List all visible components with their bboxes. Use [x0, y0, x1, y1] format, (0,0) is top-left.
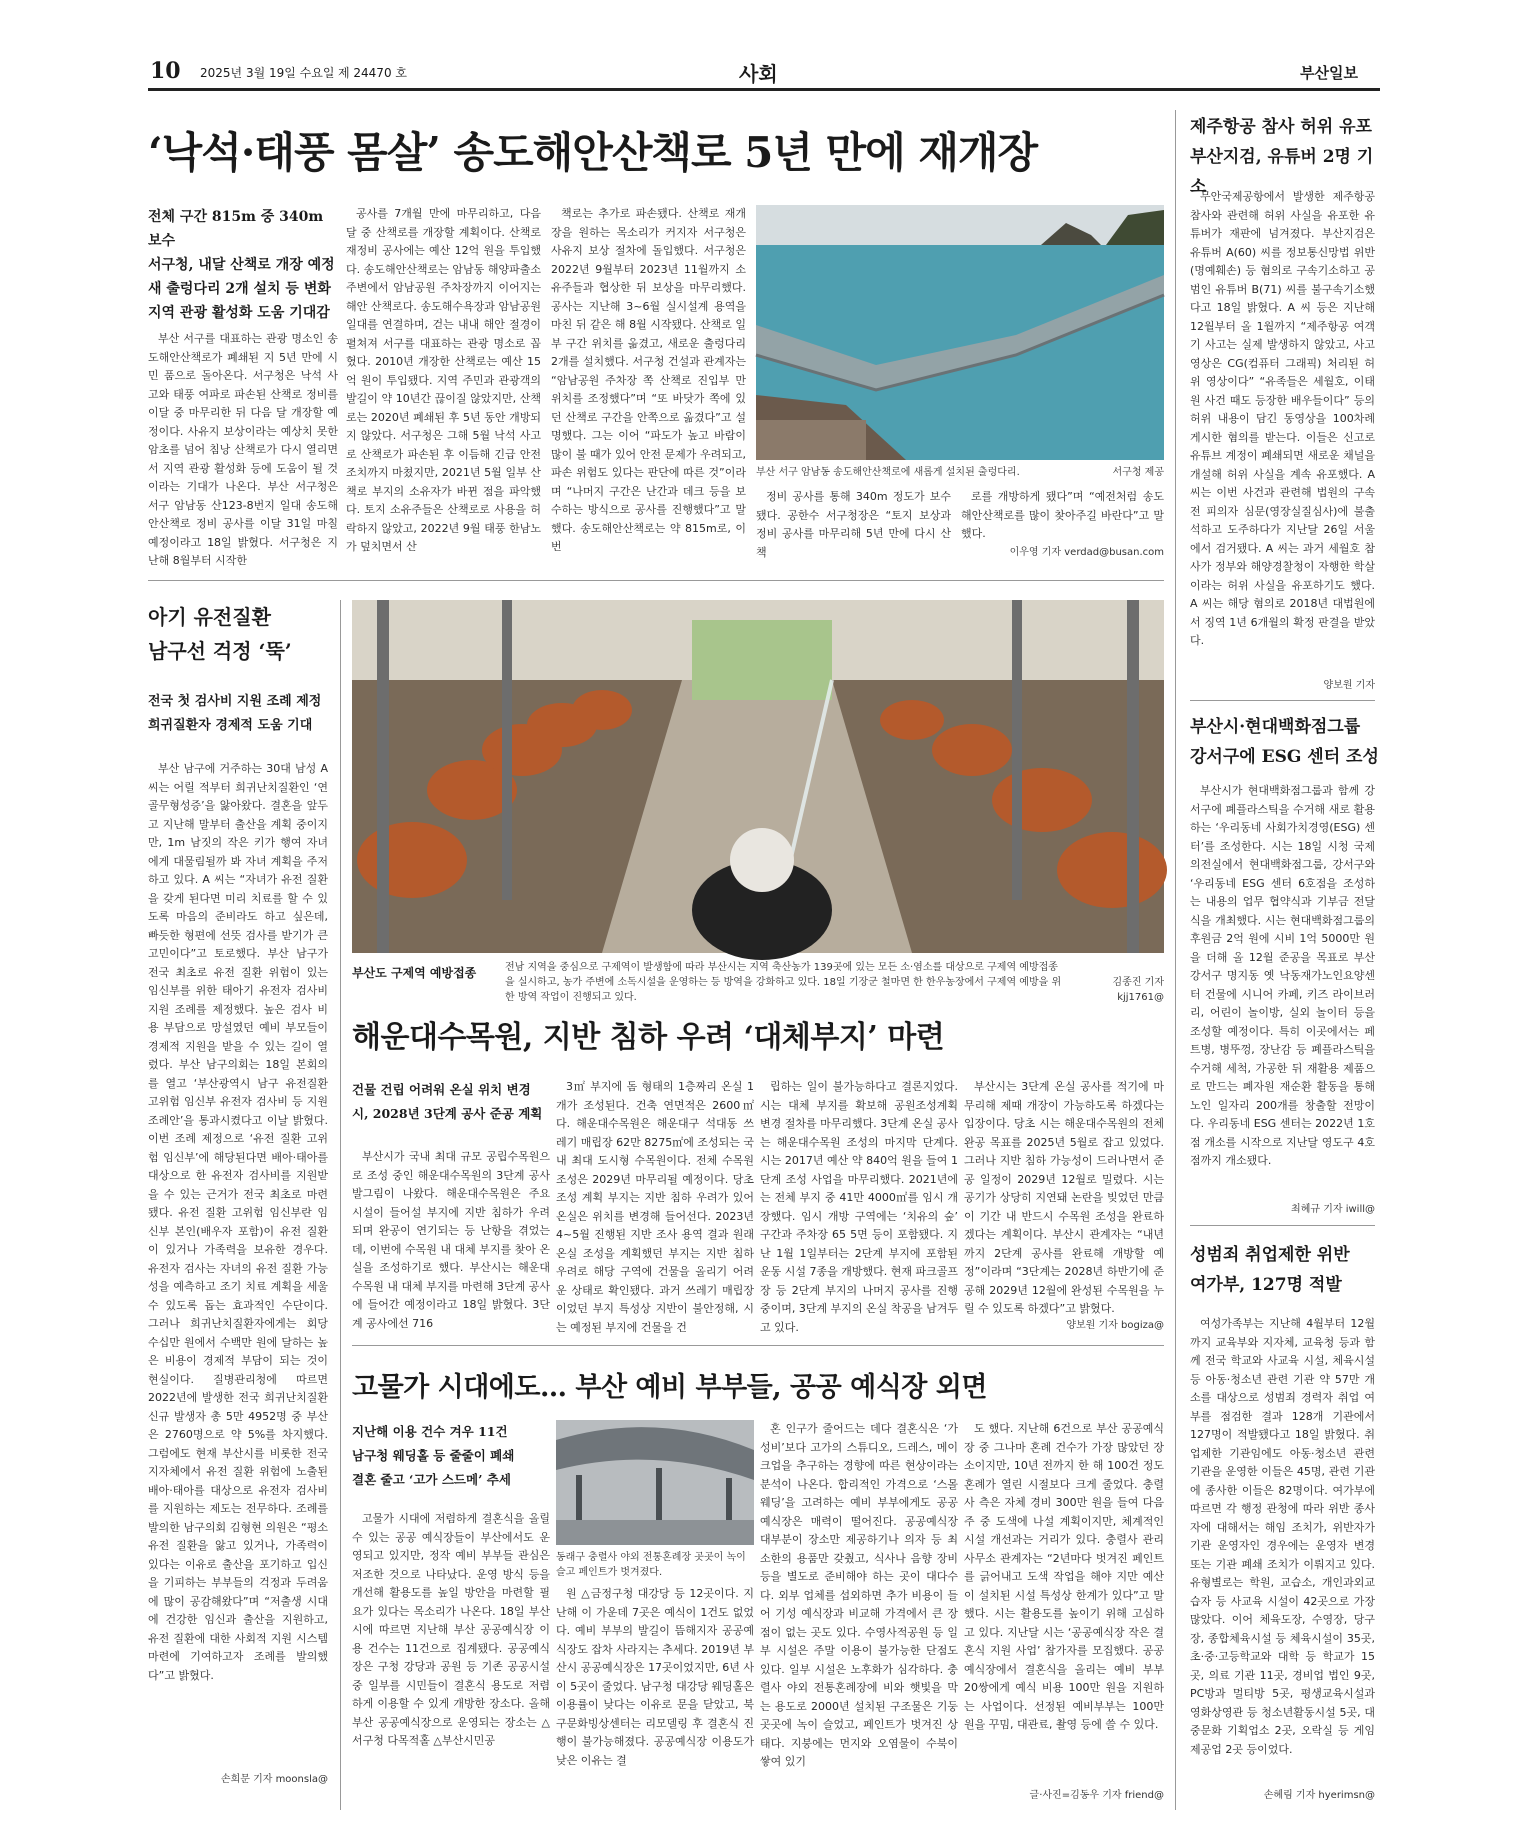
side1-byline: 양보원 기자 — [1323, 680, 1375, 691]
headline-main: ‘낙석·태풍 몸살’ 송도해안산책로 5년 만에 재개장 — [148, 128, 1038, 177]
side1-body: 무안국제공항에서 발생한 제주항공 참사와 관련해 허위 사실을 유포한 유튜버가 재판에 넘겨졌다. 부산지검은 유튜버 A(60) 씨를 정보통신망법 위반(명예훼손) 등 혐의로 구속기소하고 공범인 유튜버 B(71) 씨를 불구속기소했다고 18일 밝혔다. A 씨 등은 지난해 12월부터 올 1월까지 “제주항공 여객기 사고는 실제 발생하지 않았고, 사고 영상은 CG(컴퓨터 그래픽) 처리된 허위 영상이다” “유족들은 세월호, 이태원 사건 때도 등장한 배우들이다” 등의 허위 내용이 담긴 동영상을 100차례 게시한 혐의를 받는다. 이들은 신고로 유튜브 계정이 폐쇄되면 새로운 채널을 개설해 허위 사실을 계속 유포했다. A 씨는 이번 사건과 관련해 법원의 구속 전 피의자 심문(영장실질심사)에 불출석하고 도주하다가 지난달 26일 서울에서 검거됐다. A 씨는 과거 세월호 참사가 정부와 해양경찰청이 자행한 학살이라는 허위 사실을 유포하기도 했다. A 씨는 해당 혐의로 2018년 대법원에서 징역 1년 6개월의 확정 판결을 받았다. — [1190, 190, 1375, 647]
side2-body: 부산시가 현대백화점그룹과 함께 강서구에 폐플라스틱을 수거해 새로 활용하는 ‘우리동네 사회가치경영(ESG) 센터’를 조성한다. 시는 18일 시청 국제의전실에서 현대백화점그룹, 강서구와 ‘우리동네 ESG 센터 6호점을 조성하는 내용의 업무 협약식과 기부금 전달식을 개최했다. 시는 현대백화점그룹의 후원금 2억 원에 시비 1억 5000만 원을 더해 올 12월 준공을 목표로 부산 강서구 명지동 옛 낙동재가노인요양센터 건물에 시니어 카페, 키즈 라이브러리, 어린이 놀이방, 실외 놀이터 등을 조성할 예정이다. 특히 이곳에서는 페트병, 병뚜껑, 장난감 등 폐플라스틱을 수거해 세척, 가공한 뒤 재활용 제품으로 만드는 폐자원 재순환 활동을 통해 노인 일자리 200개를 창출할 전망이다. 우리동네 ESG 센터는 2022년 1호점 개소를 시작으로 지난달 영도구 4호점까지 개소됐다. — [1190, 784, 1375, 1167]
section-title: 사회 — [739, 62, 778, 86]
photo-story-caption: 전남 지역을 중심으로 구제역이 발생함에 따라 부산시는 지역 축산농가 139곳에 있는 모든 소·염소를 대상으로 구제역 예방접종을 실시하고, 농가 주변에 소독시설을 운영하는 등 방역을 강화하고 있다. 18일 기장군 철마면 한 한우농장에서 구제역 예방을 위한 방역 작업이 진행되고 있다. — [505, 962, 1062, 1003]
article4-headline: 고물가 시대에도… 부산 예비 부부들, 공공 예식장 외면 — [352, 1372, 987, 1403]
column-divider — [340, 600, 341, 1810]
article4-body-col3: 혼 인구가 줄어드는 데다 결혼식은 ‘가성비’보다 고가의 스튜디오, 드레스, 메이크업을 추구하는 경향에 따른 현상이라는 분석이 나온다. 합리적인 가격으로 ‘스몰 웨딩’을 고려하는 예비 부부에게도 공공예식장은 매력이 떨어진다. 공공예식장 대부분이 장소만 제공하기나 의자 등 최소한의 용품만 갖췄고, 식사나 음향 장비 등을 별도로 준비해야 하는 곳이 대다수다. 외부 업체를 섭외하면 추가 비용이 들어 기성 예식장과 비교해 가격에서 큰 장점이 없는 곳도 있다. 수영사적공원 등 일부 시설은 주말 이용이 불가능한 단점도 있다. 일부 시설은 노후화가 심각하다. 충렬사 야외 전통혼례장에 비와 햇빛을 막는 용도로 2000년 설치된 구조물은 기둥 곳곳에 녹이 슬었고, 페인트가 벗겨진 상태다. 지붕에는 먼지와 오염물이 수북이 쌓여 있기 — [760, 1422, 958, 1768]
article1-body-col3: 책로는 추가로 파손됐다. 산책로 재개장을 원하는 목소리가 커지자 서구청은 사유지 보상 절차에 돌입했다. 서구청은 2022년 9월부터 2023년 11월까지 소유주들과 협상한 뒤 보상을 마무리했다. 공사는 지난해 3~6월 실시설계 용역을 마친 뒤 같은 해 8월 시작됐다. 산책로 일부 구간 위치를 옮겼고, 새로운 출렁다리 2개를 설치했다. 서구청 건설과 관계자는 “암남공원 주차장 쪽 산책로 진입부 만 위치를 조정했다”며 “또 바닷가 쪽에 있던 산책로 구간을 안쪽으로 옮겼다”고 설명했다. 그는 이어 “파도가 높고 바람이 많이 불 때가 있어 안전 문제가 우려되고, 파손 위험도 있다는 판단에 따른 것”이라며 “나머지 구간은 난간과 데크 등을 보수하는 방식으로 공사를 진행했다”고 말했다. 송도해안산책로는 약 815m로, 이번 — [551, 207, 746, 553]
article3-body-col1: 부산시가 국내 최대 규모 공립수목원으로 조성 중인 해운대수목원의 3단계 공사 발그림이 나왔다. 해운대수목원은 주요 시설이 들어설 부지에 지반 침하가 우려되며 완공이 연기되는 등 난항을 겪었는데, 이번에 수목원 내 대체 부지를 찾아 온실을 조성하기로 했다. 부산시는 해운대수목원 내 대체 부지를 마련해 3단계 공사에 들어간 예정이라고 18일 밝혔다. 3단계 공사에선 716 — [352, 1150, 550, 1330]
article2-body: 부산 남구에 거주하는 30대 남성 A 씨는 어릴 적부터 희귀난치질환인 ‘연골무형성증’을 앓아왔다. 결혼을 앞두고 지난해 말부터 출산을 계획 중이지만, 1m 남짓의 작은 키가 행여 자녀에게 대물림될까 봐 자녀 계획을 주저하고 있다. A 씨는 “자녀가 유전 질환을 갖게 된다면 미리 치료를 할 수 있도록 마음의 준비라도 하고 싶은데, 빠듯한 형편에 선뜻 검사를 받기가 큰 고민이다”고 토로했다. 부산 남구가 전국 최초로 유전 질환 위험이 있는 임신부를 위한 태아기 유전자 검사비 지원 조례를 제정했다. 높은 검사 비용 부담으로 망설였던 예비 부모들이 경제적 지원을 받을 수 있는 길이 열렸다. 부산 남구의회는 18일 본회의를 열고 ‘부산광역시 남구 유전질환 고위험 임신부 유전자 검사비 등 지원 조례안’을 통과시켰다고 이날 밝혔다. 이번 조례 제정으로 ‘유전 질환 고위험 임신부’에 해당된다면 배아·태아를 대상으로 한 유전자 검사비를 지원받을 수 있는 근거가 전국 최초로 마련됐다. 유전 질환 고위험 임신부란 임신부 본인(배우자 포함)이 유전 질환이 있거나 가족력을 보유한 경우다. 유전자 검사는 자녀의 유전 질환 가능성을 예측하고 조기 치료 계획을 세울 수 있도록 돕는 효과적인 수단이다. 그러나 희귀난치질환자에게는 회당 수십만 원에서 수백만 원에 달하는 높은 비용이 경제적 부담이 되는 것이 현실이다. 질병관리청에 따르면 2022년에 발생한 전국 희귀난치질환 신규 발생자 총 5만 4952명 중 부산은 2760명으로 약 5%를 차지했다. 그럼에도 현재 부산시를 비롯한 전국 지자체에서 유전 질환 위험에 노출된 배아·태아를 대상으로 유전자 검사비를 지원하는 제도는 전무하다. 조례를 발의한 남구의회 김형현 의원은 “평소 유전 질환을 앓고 있거나, 가족력이 있다는 이유로 출산을 포기하고 입신을 기피하는 부부들의 걱정과 두려움에 많이 공감해왔다”며 “저출생 시대에 건강한 임신과 출산을 지원하고, 유전 질환에 대한 사회적 지원 시스템 마련에 기여하고자 조례를 발의했다”고 밝혔다. — [148, 762, 328, 1682]
article4-body-col2: 원 △금정구청 대강당 등 12곳이다. 지난해 이 가운데 7곳은 예식이 1건도 없었다. 예비 부부의 발길이 뜸해지자 공공예식장도 잡차 사라지는 추세다. 2019년 부산시 공공예식장은 17곳이었지만, 6년 사이 5곳이 줄었다. 남구청 대강당 웨딩홀은 이용률이 낮다는 이유로 문을 닫았고, 북구문화빙상센터는 리모델링 후 결혼식 진행이 불가능해졌다. 공공예식장 이용도가 낮은 이유는 결 — [556, 1587, 754, 1767]
photo-wedding-caption: 동래구 충렬사 야외 전통혼례장 곳곳이 녹이 슬고 페인트가 벗겨졌다. — [556, 1552, 746, 1578]
article3-byline: 양보원 기자 bogiza@ — [1066, 1320, 1164, 1331]
article1-body-col1: 부산 서구를 대표하는 관광 명소인 송도해안산책로가 폐쇄된 지 5년 만에 시민 품으로 돌아온다. 서구청은 낙석 사고와 태풍 여파로 파손된 산책로 정비를 이달 중 마무리한 뒤 다음 달 개장할 예정이다. 사유지 보상이라는 예상치 못한 암초를 넘어 침낭 산책로가 다시 열리면서 지역 관광 활성화 등에 도움이 될 것이라는 기대가 나온다. 부산 서구청은 서구 암남동 산123-8번지 일대 송도해안산책로 정비 공사를 이달 31일 마칠 예정이라고 18일 밝혔다. 서구청은 지난해 8월부터 시작한 — [148, 332, 338, 567]
cattle-barn-illustration — [352, 600, 1164, 953]
photo-bridge-credit: 서구청 제공 — [1112, 467, 1164, 478]
article2-headline: 아기 유전질환 남구선 걱정 ‘뚝’ — [148, 605, 292, 663]
paper-name: 부산일보 — [1300, 64, 1358, 82]
photo-story-title: 부산도 구제역 예방접종 — [352, 966, 477, 980]
article1-byline: 이우영 기자 verdad@busan.com — [1009, 547, 1164, 558]
page-number: 10 — [150, 58, 181, 84]
photo-cattle — [352, 600, 1164, 953]
divider — [1190, 1225, 1375, 1226]
article3-body-col2: 3㎡ 부지에 돔 형태의 1층짜리 온실 1개가 조성된다. 건축 연면적은 2600㎡다. 해운대수목원은 해운대구 석대동 쓰레기 매립장 62만 8275㎡에 조성되는 국내 최대 도시형 수목원이다. 전체 수목원 조성은 2029년 마무리될 예정이다. 당초 조성 계획 부지는 지반 침하 우려가 있어 온실은 위치를 변경해 들어선다. 2023년 4~5월 진행된 지반 조사 용역 결과 원래 온실 조성을 계획했던 부지는 지반 침하 우려로 해당 구역에 건물을 올리기 어려운 상태로 확인됐다. 과거 쓰레기 매립장이었던 부지 특성상 지반이 불안정해, 시는 예정된 부지에 건물을 건 — [556, 1080, 754, 1334]
side2-byline: 최혜규 기자 iwill@ — [1291, 1204, 1375, 1215]
article1-body-col2: 공사를 7개월 만에 마무리하고, 다음 달 중 산책로를 개장할 계획이다. 산책로 재정비 공사에는 예산 12억 원을 투입했다. 송도해안산책로는 암남동 해양파출소 주변에서 암남공원 주차장까지 이어지는 해안 산책로다. 송도해수욕장과 암남공원 일대를 연결하며, 걷는 내내 해안 절경이 펼쳐져 서구를 대표하는 관광 명소로 꼽혔다. 2010년 개장한 산책로는 예산 15억 원이 투입됐다. 지역 주민과 관광객의 발길이 약 10년간 끊이질 않았지만, 산책로는 2020년 폐쇄된 후 5년 동안 개방되지 않았다. 서구청은 그해 5월 낙석 사고로 산책로가 파손된 후 이듬해 긴급 안전 조치까지 마쳤지만, 2021년 5월 일부 산책로 부지의 소유자가 바뀐 점을 파악했다. 토지 소유주들은 산책로로 사용을 허락하지 않았고, 2022년 9월 태풍 한남노가 덮치면서 산 — [346, 207, 541, 553]
issue-number: 제 24470 호 — [338, 66, 407, 80]
masthead-rule — [148, 88, 1380, 91]
article4-byline: 글·사진=김동우 기자 friend@ — [1029, 1790, 1164, 1801]
side3-byline: 손혜림 기자 hyerimsn@ — [1263, 1790, 1375, 1801]
issue-date: 2025년 3월 19일 수요일 — [200, 66, 335, 80]
article2-deck: 전국 첫 검사비 지원 조례 제정 희귀질환자 경제적 도움 기대 — [148, 694, 322, 733]
article4-body-col1: 고물가 시대에 저렴하게 결혼식을 올릴 수 있는 공공 예식장들이 부산에서도 운영되고 있지만, 정작 예비 부부들 관심은 저조한 것으로 나타났다. 운영 방식 등을 개선해 활용도를 높일 방안을 마련할 필요가 있다는 목소리가 나온다. 18일 부산시에 따르면 지난해 부산 공공예식장 이용 건수는 11건으로 집계됐다. 공공예식장은 구청 강당과 공원 등 기존 공공시설 중 일부를 시민들이 결혼식 용도로 저렴하게 이용할 수 있게 개방한 장소다. 올해 부산 공공예식장으로 운영되는 장소는 △서구청 다목적홀 △부산시민공 — [352, 1512, 550, 1747]
side2-headline: 부산시·현대백화점그룹 강서구에 ESG 센터 조성 — [1190, 717, 1379, 767]
photo-bridge — [756, 205, 1164, 460]
article1-body-col4: 정비 공사를 통해 340m 정도가 보수됐다. 공한수 서구청장은 “토지 보상과 정비 공사를 마무리해 5년 만에 다시 산책 — [756, 490, 951, 559]
article1-deck: 전체 구간 815m 중 340m 보수 서구청, 내달 산책로 개장 예정 새 출렁다리 2개 설치 등 변화 지역 관광 활성화 도움 기대감 — [148, 209, 335, 321]
article3-body-col4: 부산시는 3단계 온실 공사를 적기에 마무리해 제때 개장이 가능하도록 하겠다는 입장이다. 당초 시는 해운대수목원의 전체 완공 목표를 2025년 5월로 잡고 있었다. 그러나 지반 침하 가능성이 드러나면서 준공 일정이 2029년 12월로 밀렸다. 시는 공기가 상당히 지연돼 논란을 빚었던 만큼 이 기간 내 반드시 수목원 조성을 완료하겠다는 계획이다. 부산시 관계자는 “내년까지 2단계 공사를 완료해 개방할 예정”이라며 “3단계는 2028년 하반기에 준공해 2029년 12월에 완성된 수목원을 누릴 수 있도록 하겠다”고 밝혔다. — [964, 1080, 1164, 1315]
article3-headline: 해운대수목원, 지반 침하 우려 ‘대체부지’ 마련 — [352, 1020, 945, 1055]
article4-deck: 지난해 이용 건수 겨우 11건 남구청 웨딩홀 등 줄줄이 폐쇄 결혼 줄고 ‘고가 스드메’ 추세 — [352, 1424, 515, 1487]
photo-wedding-hall — [556, 1420, 754, 1545]
article4-body-col4: 도 했다. 지난해 6건으로 부산 공공예식장 중 그나마 혼례 건수가 가장 많았던 장소이지만, 10년 전까지 한 해 100건 정도 혼례가 열린 시절보다 크게 줄었다. 충렬사 측은 자체 경비 300만 원을 들여 다음 주 중 도색에 나설 계획이지만, 체계적인 시설 개선과는 거리가 있다. 충렬사 관리사무소 관계자는 “2년마다 벗겨진 페인트를 긁어내고 도색 작업을 해야 지만 예산이 설치된 시설 특성상 한계가 있다”고 말했다. 시는 활용도를 높이기 위해 고심하고 있다. 지난달 시는 ‘공공예식장 작은 결혼식 지원 사업’ 참가자를 모집했다. 공공예식장에서 결혼식을 올리는 예비 부부 20쌍에게 예식 비용 100만 원을 지원하는 사업이다. 선정된 예비부부는 100만 원을 꾸밈, 대관료, 촬영 등에 쓸 수 있다. — [964, 1422, 1164, 1731]
article3-body-col3: 립하는 일이 불가능하다고 결론지었다. 시는 대체 부지를 확보해 공원조성계획 변경 절차를 마무리했다. 3단계 온실 공사는 해운대수목원 조성의 마지막 단계다. 시는 2017년 예산 약 840억 원을 들여 1단계 조성 사업을 마무리했다. 2021년에는 전체 부지 중 41만 4000㎡를 임시 개장했다. 임시 개방 구역에는 ‘치유의 숲’ 구간과 주차장 65 5면 등이 포함됐다. 지난 1월 1일부터는 2단계 부지에 포함된 운동 시설 7종을 개방했다. 현재 파크골프장 등 2단계 부지의 나머지 공사를 진행 중이며, 3단계 부지의 온실 착공을 남겨두고 있다. — [760, 1080, 958, 1334]
photo-story-credit: 김종진 기자 kjj1761@ — [1112, 977, 1164, 1003]
divider — [1190, 700, 1375, 701]
column-divider — [1175, 110, 1176, 1810]
divider — [352, 1345, 1164, 1346]
article3-deck: 건물 건립 어려워 온실 위치 변경 시, 2028년 3단계 공사 준공 계획 — [352, 1082, 543, 1121]
photo-bridge-caption: 부산 서구 암남동 송도해안산책로에 새롭게 설치된 출렁다리. — [756, 467, 1020, 478]
bridge-illustration — [756, 205, 1164, 460]
article1-body-col5: 로를 개방하게 됐다”며 “예전처럼 송도해안산책로를 많이 찾아주길 바란다”고 말했다. — [961, 490, 1164, 540]
side3-headline: 성범죄 취업제한 위반 여가부, 127명 적발 — [1190, 1245, 1350, 1295]
divider — [148, 580, 1164, 581]
wedding-hall-illustration — [556, 1420, 754, 1545]
side1-headline: 제주항공 참사 허위 유포 부산지검, 유튜버 2명 기소 — [1190, 117, 1374, 197]
side3-body: 여성가족부는 지난해 4월부터 12월까지 교육부와 지자체, 교육청 등과 함께 전국 학교와 사교육 시설, 체육시설 등 아동·청소년 관련 기관 약 57만 개소를 대상으로 성범죄 경력자 취업 여부를 점검한 결과 128개 기관에서 127명이 적발됐다고 18일 밝혔다. 취업제한 기관임에도 아동·청소년 관련 기관을 운영한 이들은 45명, 관련 기관에 종사한 이들은 82명이다. 여가부에 따르면 각 행정 관청에 따라 위반 종사자에 대해서는 해임 조치가, 위반자가 기관 운영자인 경우에는 운영자 변경 또는 기관 폐쇄 조치가 이뤄지고 있다. 유형별로는 학원, 교습소, 개인과외교습자 등 사교육 시설이 42곳으로 가장 많았다. 이어 체육도장, 수영장, 당구장, 종합체육시설 등 체육시설이 35곳, 초·중·고등학교와 대학 등 학교가 15곳, 의료 기관 11곳, 경비업 법인 9곳, PC방과 멀티방 5곳, 평생교육시설과 영화상영관 등 청소년활동시설 5곳, 대중문화 기획업소 2곳, 오락실 등 게임제공업 2곳 등이었다. — [1190, 1317, 1375, 1756]
article2-byline: 손희문 기자 moonsla@ — [220, 1774, 328, 1785]
